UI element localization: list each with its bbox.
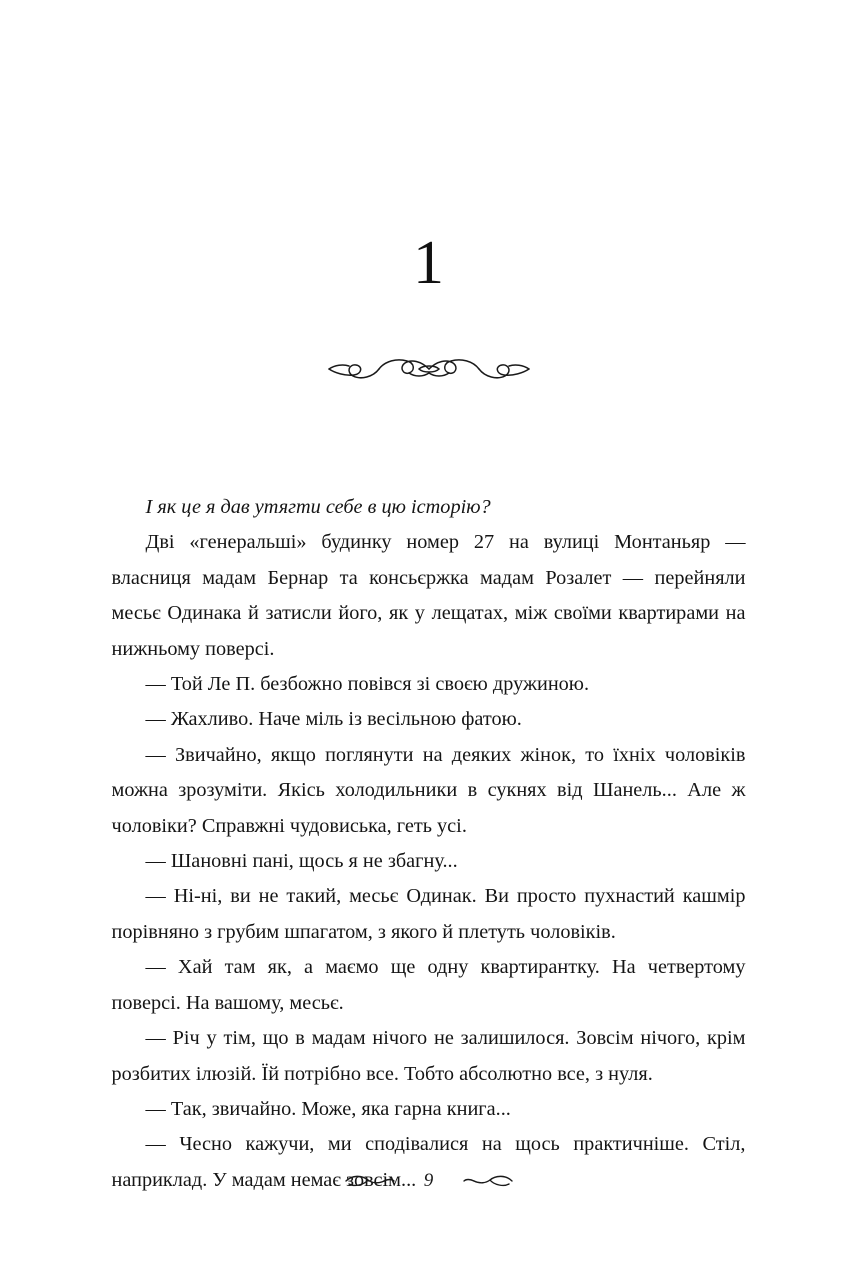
paragraph: — Чесно кажучи, ми сподівалися на щось практичніше. Стіл, наприклад. У мадам немає зовсім...	[111, 1133, 746, 1191]
page-number: 9	[423, 1170, 434, 1191]
page-footer	[0, 1170, 857, 1192]
paragraph: — Ні-ні, ви не такий, месьє Одинак. Ви просто пухнастий кашмір порівняно з грубим шпагатом, з якого й плетуть чоловіків.	[111, 885, 746, 943]
paragraph: — Хай там як, а маємо ще одну квартирантку. На четвертому поверсі. На вашому, месьє.	[111, 956, 746, 1014]
chapter-number: 1	[413, 229, 444, 297]
paragraph: — Так, звичайно. Може, яка гарна книга...	[145, 1097, 511, 1120]
paragraph: — Звичайно, якщо поглянути на деяких жінок, то їхніх чоловіків можна зрозуміти. Якісь холодильники в сукнях від Шанель... Але ж чоловіки? Справжні чудовиська, геть усі.	[111, 743, 746, 837]
paragraph: І як це я дав утягти себе в цю історію?	[145, 496, 491, 518]
paragraph: — Жахливо. Наче міль із весільною фатою.	[145, 708, 522, 731]
paragraph: — Річ у тім, що в мадам нічого не залишилося. Зовсім нічого, крім розбитих ілюзій. Їй потрібно все. Тобто абсолютно все, з нуля.	[111, 1027, 746, 1085]
flourish-ornament-icon	[0, 346, 857, 392]
small-flourish-right-icon	[462, 1173, 514, 1189]
paragraph: Дві «генеральші» будинку номер 27 на вулиці Монтаньяр — власниця мадам Бернар та консьєржка мадам Розалет — перейняли месьє Одинака й затисли його, як у лещатах, між своїми квартирами на нижньому поверсі.	[111, 531, 746, 660]
paragraph: — Той Ле П. безбожно повівся зі своєю дружиною.	[145, 673, 590, 696]
paragraph: — Шановні пані, щось я не збагну...	[145, 850, 458, 873]
small-flourish-left-icon	[344, 1173, 396, 1189]
chapter-body	[112, 490, 746, 1198]
